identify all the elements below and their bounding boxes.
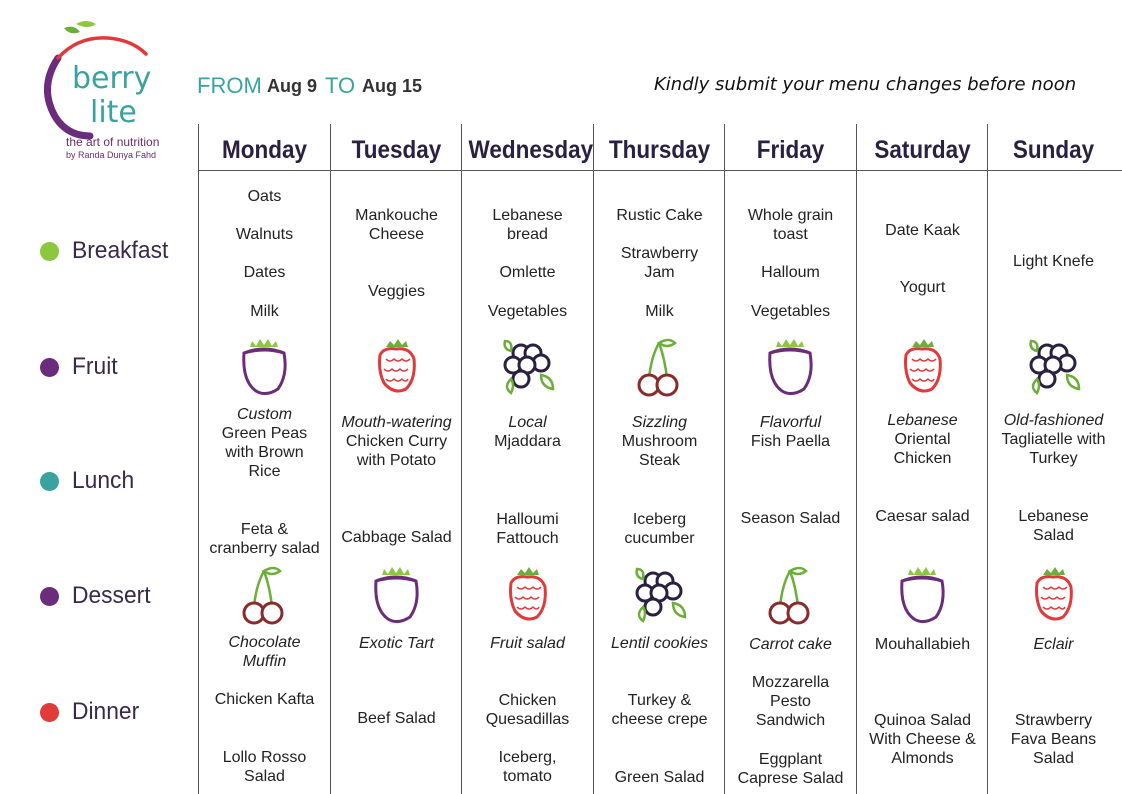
plum-icon <box>760 335 820 399</box>
dessert-item: Mouhallabieh <box>874 636 971 653</box>
breakfast-item: Mankouche Cheese <box>355 207 438 243</box>
breakfast-item: Vegetables <box>750 303 831 320</box>
dinner-item: Chicken Kafta <box>214 691 315 708</box>
meal-dot <box>40 242 59 261</box>
plum-icon <box>234 335 294 399</box>
meal-label-text: Dinner <box>72 698 140 725</box>
lunch-side: Feta & cranberry salad <box>209 521 320 557</box>
breakfast-item: Veggies <box>368 283 425 300</box>
breakfast-item: Dates <box>243 264 286 281</box>
lunch-dish: Mjaddara <box>494 433 561 450</box>
lunch-side: Season Salad <box>740 510 841 527</box>
day-header-wednesday: Wednesday <box>468 136 594 164</box>
lunch-dish: Fish Paella <box>750 433 831 450</box>
lunch-dish: Chicken Curry with Potato <box>345 433 448 469</box>
meal-label-text: Breakfast <box>72 237 169 264</box>
raspberry-icon <box>366 335 426 399</box>
raspberry-icon <box>497 563 557 627</box>
lunch-dish: Tagliatelle with Turkey <box>1001 431 1106 467</box>
dessert-item: Fruit salad <box>490 635 565 652</box>
meal-dot <box>40 587 59 606</box>
from-date: Aug 9 <box>267 76 318 96</box>
dessert-item: Chocolate Muffin <box>228 634 301 670</box>
lunch-tag: Custom <box>236 406 293 423</box>
lunch-tag: Sizzling <box>631 414 688 431</box>
breakfast-item: Date Kaak <box>885 222 960 239</box>
lunch-dish: Mushroom Steak <box>621 433 698 469</box>
meal-label-text: Lunch <box>72 467 135 494</box>
column-divider <box>724 124 725 794</box>
day-header-saturday: Saturday <box>874 136 971 164</box>
grapes-icon <box>629 563 689 627</box>
dinner-item: Green Salad <box>614 769 705 786</box>
dinner-item: Chicken Quesadillas <box>485 692 570 728</box>
dessert-item: Eclair <box>1033 636 1074 653</box>
to-date: Aug 15 <box>362 76 423 96</box>
dinner-item: Turkey & cheese crepe <box>611 692 708 728</box>
lunch-dish: Green Peas with Brown Rice <box>221 425 308 480</box>
dinner-item: Iceberg, tomato <box>498 749 557 785</box>
to-label: TO <box>325 73 356 98</box>
logo-word-top: berry <box>72 61 152 96</box>
meal-label-text: Dessert <box>72 582 151 609</box>
dessert-item: Exotic Tart <box>359 635 434 652</box>
breakfast-item: Whole grain toast <box>747 207 834 243</box>
breakfast-item: Vegetables <box>487 303 568 320</box>
column-divider <box>856 124 857 794</box>
meal-dot <box>40 703 59 722</box>
day-header-friday: Friday <box>756 136 825 164</box>
cherry-icon <box>234 563 294 627</box>
column-divider <box>987 124 988 794</box>
column-divider <box>593 124 594 794</box>
column-divider <box>461 124 462 794</box>
day-header-tuesday: Tuesday <box>351 136 442 164</box>
raspberry-icon <box>1023 563 1083 627</box>
logo-tagline: the art of nutrition <box>66 135 160 149</box>
breakfast-item: Light Knefe <box>1013 253 1094 270</box>
meal-dot <box>40 358 59 377</box>
grapes-icon <box>1023 335 1083 399</box>
breakfast-item: Milk <box>250 303 279 320</box>
day-header-monday: Monday <box>221 136 307 164</box>
day-header-sunday: Sunday <box>1012 136 1095 164</box>
from-label: FROM <box>197 73 262 98</box>
dessert-item: Lentil cookies <box>611 635 708 652</box>
raspberry-icon <box>892 335 952 399</box>
meal-label-dinner <box>40 697 143 727</box>
dinner-item: Beef Salad <box>357 710 436 727</box>
meal-label-breakfast <box>40 236 173 266</box>
plum-icon <box>366 563 426 627</box>
lunch-side: Caesar salad <box>875 508 970 525</box>
lunch-tag: Flavorful <box>759 414 822 431</box>
dessert-item: Carrot cake <box>749 636 832 653</box>
meal-label-fruit <box>40 352 120 382</box>
header-divider <box>198 170 1122 171</box>
column-divider <box>198 124 199 794</box>
breakfast-item: Yogurt <box>899 279 946 296</box>
breakfast-item: Strawberry Jam <box>620 245 699 281</box>
cherry-icon <box>629 335 689 399</box>
lunch-side: Cabbage Salad <box>341 529 452 546</box>
lunch-side: Halloumi Fattouch <box>496 511 559 547</box>
breakfast-item: Halloum <box>761 264 820 281</box>
meal-label-lunch <box>40 466 137 496</box>
meal-label-text: Fruit <box>72 353 118 380</box>
lunch-side: Iceberg cucumber <box>624 511 695 547</box>
breakfast-item: Milk <box>645 303 674 320</box>
lunch-tag: Local <box>508 414 547 431</box>
lunch-tag: Old-fashioned <box>1003 412 1104 429</box>
meal-dot <box>40 472 59 491</box>
breakfast-item: Oats <box>247 188 282 205</box>
logo-word-bottom: lite <box>90 95 137 130</box>
lunch-side: Lebanese Salad <box>1018 508 1089 544</box>
breakfast-item: Lebanese bread <box>492 207 563 243</box>
logo-byline: by Randa Dunya Fahd <box>66 150 157 160</box>
plum-icon <box>892 563 952 627</box>
dinner-item: Strawberry Fava Beans Salad <box>1010 712 1097 767</box>
lunch-dish: Oriental Chicken <box>893 431 952 467</box>
breakfast-item: Rustic Cake <box>616 207 703 224</box>
menu-change-notice: Kindly submit your menu changes before noon <box>654 74 1077 95</box>
lunch-tag: Lebanese <box>887 412 958 429</box>
breakfast-item: Walnuts <box>235 226 294 243</box>
breakfast-item: Omlette <box>499 264 556 281</box>
dinner-item: Lollo Rosso Salad <box>222 749 307 785</box>
lunch-tag: Mouth-watering <box>341 414 452 431</box>
grapes-icon <box>497 335 557 399</box>
dinner-item: Eggplant Caprese Salad <box>737 751 844 787</box>
cherry-icon <box>760 563 820 627</box>
dinner-item: Quinoa Salad With Cheese & Almonds <box>869 712 976 767</box>
day-header-thursday: Thursday <box>608 136 711 164</box>
meal-label-dessert <box>40 581 155 611</box>
column-divider <box>330 124 331 794</box>
dinner-item: Mozzarella Pesto Sandwich <box>751 674 830 729</box>
